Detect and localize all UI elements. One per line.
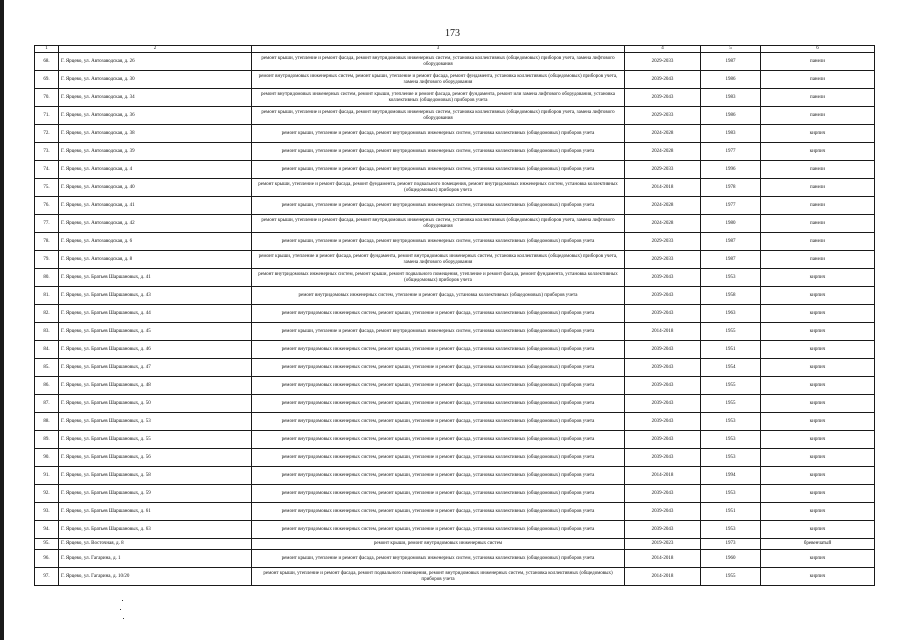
row-number: 93. [35,503,59,521]
works-cell: ремонт внутридомовых инженерных систем, ремонт крыши, утепление и ремонт фасада, установка коллективных (общедомовых) приборов учета [252,341,625,359]
wall-material-cell: кирпич [761,323,875,341]
year-built-cell: 1977 [701,143,761,161]
row-number: 81. [35,287,59,305]
address-cell: Г. Ярцево, ул. Братьев Шаршановых, д. 44 [59,305,252,323]
period-cell: 2039-2043 [625,377,701,395]
table-row [35,521,875,539]
period-cell: 2039-2043 [625,305,701,323]
wall-material-cell: панели [761,53,875,71]
year-built-cell: 1983 [701,125,761,143]
wall-material-cell: кирпич [761,395,875,413]
works-cell: ремонт внутридомовых инженерных систем, ремонт крыши, утепление и ремонт фасада, установка коллективных (общедомовых) приборов учета [252,467,625,485]
row-number: 75. [35,179,59,197]
column-number-4: 4 [625,46,701,53]
address-cell: Г. Ярцево, ул. Автозаводская, д. 26 [59,53,252,71]
address-cell: Г. Ярцево, ул. Братьев Шаршановых, д. 55 [59,431,252,449]
wall-material-cell: панели [761,251,875,269]
row-number: 94. [35,521,59,539]
table-row [35,233,875,251]
period-cell: 2019-2023 [625,539,701,550]
table-row [35,179,875,197]
table-row [35,467,875,485]
period-cell: 2014-2018 [625,179,701,197]
wall-material-cell: кирпич [761,413,875,431]
year-built-cell: 1994 [701,467,761,485]
table-row [35,161,875,179]
works-cell: ремонт крыши, утепление и ремонт фасада, ремонт фундамента, ремонт внутридомовых инженерных систем, установка коллективных (общедомовых) приборов учета, замена лифтового оборудования [252,251,625,269]
wall-material-cell: кирпич [761,305,875,323]
row-number: 70. [35,89,59,107]
year-built-cell: 1953 [701,521,761,539]
works-cell: ремонт внутридомовых инженерных систем, ремонт крыши, утепление и ремонт фасада, установка коллективных (общедомовых) приборов учета [252,485,625,503]
address-cell: Г. Ярцево, ул. Братьев Шаршановых, д. 43 [59,287,252,305]
works-cell: ремонт внутридомовых инженерных систем, ремонт крыши, утепление и ремонт фасада, установка коллективных (общедомовых) приборов учета [252,413,625,431]
wall-material-cell: кирпич [761,550,875,568]
works-cell: ремонт крыши, утепление и ремонт фасада, ремонт фундамента, ремонт подвального помещения, ремонт внутридомовых инженерных систем, установка коллективных (общедомовых) приборов учета [252,179,625,197]
period-cell: 2014-2018 [625,550,701,568]
address-cell: Г. Ярцево, ул. Восточная, д. 8 [59,539,252,550]
row-number: 85. [35,359,59,377]
row-number: 96. [35,550,59,568]
year-built-cell: 1953 [701,449,761,467]
period-cell: 2039-2043 [625,71,701,89]
row-number: 76. [35,197,59,215]
table-row [35,431,875,449]
wall-material-cell: кирпич [761,449,875,467]
year-built-cell: 1951 [701,341,761,359]
table-row [35,359,875,377]
period-cell: 2029-2033 [625,107,701,125]
table-row [35,568,875,586]
address-cell: Г. Ярцево, ул. Братьев Шаршановых, д. 58 [59,467,252,485]
period-cell: 2039-2043 [625,521,701,539]
column-number-5: 5 [701,46,761,53]
address-cell: Г. Ярцево, ул. Автозаводская, д. 8 [59,251,252,269]
row-number: 73. [35,143,59,161]
works-cell: ремонт крыши, утепление и ремонт фасада, ремонт внутридомовых инженерных систем, установка коллективных (общедомовых) приборов учета [252,143,625,161]
works-cell: ремонт крыши, утепление и ремонт фасада, ремонт подвального помещения, ремонт внутридомовых инженерных систем, установка коллективных (общедомовых) приборов учета [252,568,625,586]
column-number-1: 1 [35,46,59,53]
row-number: 97. [35,568,59,586]
address-cell: Г. Ярцево, ул. Автозаводская, д. 6 [59,233,252,251]
period-cell: 2039-2043 [625,287,701,305]
wall-material-cell: кирпич [761,341,875,359]
wall-material-cell: панели [761,71,875,89]
wall-material-cell: кирпич [761,503,875,521]
row-number: 83. [35,323,59,341]
table-row [35,53,875,71]
wall-material-cell: кирпич [761,125,875,143]
table-row [35,287,875,305]
wall-material-cell: кирпич [761,521,875,539]
works-cell: ремонт крыши, утепление и ремонт фасада, ремонт внутридомовых инженерных систем, установка коллективных (общедомовых) приборов учета [252,233,625,251]
works-cell: ремонт внутридомовых инженерных систем, ремонт крыши, утепление и ремонт фасада, установка коллективных (общедомовых) приборов учета [252,431,625,449]
works-cell: ремонт крыши, утепление и ремонт фасада, ремонт внутридомовых инженерных систем, установка коллективных (общедомовых) приборов учета [252,323,625,341]
table-row [35,341,875,359]
wall-material-cell: панели [761,179,875,197]
wall-material-cell: кирпич [761,359,875,377]
table-row [35,377,875,395]
works-cell: ремонт внутридомовых инженерных систем, ремонт крыши, утепление и ремонт фасада, установка коллективных (общедомовых) приборов учета [252,305,625,323]
address-cell: Г. Ярцево, ул. Братьев Шаршановых, д. 48 [59,377,252,395]
wall-material-cell: кирпич [761,143,875,161]
row-number: 71. [35,107,59,125]
column-number-row [35,46,875,53]
table-row [35,89,875,107]
column-number-2: 2 [59,46,252,53]
table-row [35,143,875,161]
address-cell: Г. Ярцево, ул. Братьев Шаршановых, д. 47 [59,359,252,377]
row-number: 72. [35,125,59,143]
table-row [35,323,875,341]
wall-material-cell: кирпич [761,485,875,503]
period-cell: 2024-2028 [625,125,701,143]
row-number: 74. [35,161,59,179]
wall-material-cell: панели [761,233,875,251]
period-cell: 2029-2033 [625,233,701,251]
period-cell: 2029-2033 [625,251,701,269]
period-cell: 2039-2043 [625,269,701,287]
period-cell: 2039-2043 [625,89,701,107]
period-cell: 2024-2028 [625,215,701,233]
year-built-cell: 1960 [701,550,761,568]
year-built-cell: 1978 [701,179,761,197]
wall-material-cell: панели [761,89,875,107]
scan-speck [122,600,123,601]
works-cell: ремонт крыши, утепление и ремонт фасада, ремонт внутридомовых инженерных систем, установка коллективных (общедомовых) приборов учета [252,125,625,143]
period-cell: 2024-2028 [625,197,701,215]
wall-material-cell: кирпич [761,568,875,586]
wall-material-cell: кирпич [761,269,875,287]
page-number: 173 [445,28,460,39]
period-cell: 2039-2043 [625,395,701,413]
works-cell: ремонт крыши, утепление и ремонт фасада, ремонт внутридомовых инженерных систем, установка коллективных (общедомовых) приборов учета [252,161,625,179]
address-cell: Г. Ярцево, ул. Братьев Шаршановых, д. 50 [59,395,252,413]
period-cell: 2039-2043 [625,431,701,449]
scan-edge [0,0,4,640]
wall-material-cell: бревенчатый [761,539,875,550]
works-cell: ремонт внутридомовых инженерных систем, ремонт крыши, утепление и ремонт фасада, ремонт фундамента, ремонт или замена лифтового оборудования, установка коллективных (общедомовых) приборов учета [252,89,625,107]
wall-material-cell: кирпич [761,431,875,449]
row-number: 95. [35,539,59,550]
works-cell: ремонт крыши, утепление и ремонт фасада, ремонт внутридомовых инженерных систем, установка коллективных (общедомовых) приборов учета, замена лифтового оборудования [252,215,625,233]
address-cell: Г. Ярцево, ул. Автозаводская, д. 30 [59,71,252,89]
year-built-cell: 1955 [701,377,761,395]
address-cell: Г. Ярцево, ул. Братьев Шаршановых, д. 61 [59,503,252,521]
wall-material-cell: панели [761,215,875,233]
row-number: 78. [35,233,59,251]
row-number: 89. [35,431,59,449]
table-row [35,197,875,215]
works-cell: ремонт внутридомовых инженерных систем, ремонт крыши, ремонт подвального помещения, утепление и ремонт фасада, ремонт фундамента, установка коллективных (общедомовых) приборов учета [252,269,625,287]
scan-speck [123,618,124,619]
year-built-cell: 1953 [701,431,761,449]
table-row [35,395,875,413]
works-cell: ремонт крыши, утепление и ремонт фасада, ремонт внутридомовых инженерных систем, установка коллективных (общедомовых) приборов учета [252,550,625,568]
works-cell: ремонт внутридомовых инженерных систем, ремонт крыши, утепление и ремонт фасада, ремонт фундамента, установка коллективных (общедомовых) приборов учета, замена лифтового оборудования [252,71,625,89]
row-number: 82. [35,305,59,323]
period-cell: 2014-2018 [625,467,701,485]
row-number: 88. [35,413,59,431]
row-number: 86. [35,377,59,395]
year-built-cell: 1987 [701,53,761,71]
register-table-body [35,46,875,586]
column-number-6: 6 [761,46,875,53]
works-cell: ремонт крыши, утепление и ремонт фасада, ремонт внутридомовых инженерных систем, установка коллективных (общедомовых) приборов учета, замена лифтового оборудования [252,53,625,71]
column-number-3: 3 [252,46,625,53]
year-built-cell: 1953 [701,485,761,503]
works-cell: ремонт внутридомовых инженерных систем, ремонт крыши, утепление и ремонт фасада, установка коллективных (общедомовых) приборов учета [252,503,625,521]
table-row [35,251,875,269]
wall-material-cell: кирпич [761,377,875,395]
address-cell: Г. Ярцево, ул. Автозаводская, д. 4 [59,161,252,179]
table-row [35,413,875,431]
table-row [35,550,875,568]
year-built-cell: 1996 [701,161,761,179]
period-cell: 2039-2043 [625,449,701,467]
year-built-cell: 1954 [701,359,761,377]
works-cell: ремонт крыши, ремонт внутридомовых инженерных систем [252,539,625,550]
row-number: 84. [35,341,59,359]
table-row [35,449,875,467]
period-cell: 2014-2018 [625,568,701,586]
address-cell: Г. Ярцево, ул. Автозаводская, д. 39 [59,143,252,161]
table-row [35,305,875,323]
year-built-cell: 1955 [701,568,761,586]
works-cell: ремонт внутридомовых инженерных систем, утепление и ремонт фасада, установка коллективных (общедомовых) приборов учета [252,287,625,305]
row-number: 90. [35,449,59,467]
address-cell: Г. Ярцево, ул. Братьев Шаршановых, д. 63 [59,521,252,539]
period-cell: 2029-2033 [625,53,701,71]
table-row [35,269,875,287]
year-built-cell: 1953 [701,413,761,431]
row-number: 77. [35,215,59,233]
period-cell: 2029-2033 [625,161,701,179]
row-number: 79. [35,251,59,269]
address-cell: Г. Ярцево, ул. Автозаводская, д. 38 [59,125,252,143]
period-cell: 2039-2043 [625,485,701,503]
table-row [35,215,875,233]
table-row [35,485,875,503]
address-cell: Г. Ярцево, ул. Братьев Шаршановых, д. 53 [59,413,252,431]
row-number: 68. [35,53,59,71]
row-number: 69. [35,71,59,89]
address-cell: Г. Ярцево, ул. Гагарина, д. 10/20 [59,568,252,586]
year-built-cell: 1986 [701,71,761,89]
year-built-cell: 1951 [701,503,761,521]
wall-material-cell: кирпич [761,467,875,485]
wall-material-cell: кирпич [761,287,875,305]
works-cell: ремонт крыши, утепление и ремонт фасада, ремонт внутридомовых инженерных систем, установка коллективных (общедомовых) приборов учета [252,197,625,215]
address-cell: Г. Ярцево, ул. Автозаводская, д. 36 [59,107,252,125]
year-built-cell: 1983 [701,89,761,107]
year-built-cell: 1986 [701,107,761,125]
year-built-cell: 1955 [701,395,761,413]
year-built-cell: 1953 [701,269,761,287]
scan-speck [120,609,121,610]
address-cell: Г. Ярцево, ул. Гагарина, д. 1 [59,550,252,568]
address-cell: Г. Ярцево, ул. Братьев Шаршановых, д. 59 [59,485,252,503]
period-cell: 2039-2043 [625,341,701,359]
period-cell: 2039-2043 [625,359,701,377]
works-cell: ремонт внутридомовых инженерных систем, ремонт крыши, утепление и ремонт фасада, установка коллективных (общедомовых) приборов учета [252,521,625,539]
period-cell: 2039-2043 [625,503,701,521]
register-table [34,45,875,586]
year-built-cell: 1963 [701,305,761,323]
table-row [35,125,875,143]
period-cell: 2014-2018 [625,323,701,341]
year-built-cell: 1958 [701,287,761,305]
address-cell: Г. Ярцево, ул. Автозаводская, д. 40 [59,179,252,197]
address-cell: Г. Ярцево, ул. Автозаводская, д. 41 [59,197,252,215]
year-built-cell: 1980 [701,215,761,233]
row-number: 80. [35,269,59,287]
address-cell: Г. Ярцево, ул. Братьев Шаршановых, д. 56 [59,449,252,467]
address-cell: Г. Ярцево, ул. Братьев Шаршановых, д. 41 [59,269,252,287]
year-built-cell: 1987 [701,251,761,269]
address-cell: Г. Ярцево, ул. Братьев Шаршановых, д. 46 [59,341,252,359]
year-built-cell: 1987 [701,233,761,251]
year-built-cell: 1977 [701,197,761,215]
row-number: 92. [35,485,59,503]
table-row [35,539,875,550]
table-row [35,71,875,89]
wall-material-cell: панели [761,197,875,215]
row-number: 91. [35,467,59,485]
address-cell: Г. Ярцево, ул. Автозаводская, д. 42 [59,215,252,233]
works-cell: ремонт крыши, утепление и ремонт фасада, ремонт внутридомовых инженерных систем, установка коллективных (общедомовых) приборов учета, замена лифтового оборудования [252,107,625,125]
table-row [35,107,875,125]
period-cell: 2024-2028 [625,143,701,161]
works-cell: ремонт внутридомовых инженерных систем, ремонт крыши, утепление и ремонт фасада, установка коллективных (общедомовых) приборов учета [252,359,625,377]
works-cell: ремонт внутридомовых инженерных систем, ремонт крыши, утепление и ремонт фасада, установка коллективных (общедомовых) приборов учета [252,449,625,467]
period-cell: 2039-2043 [625,413,701,431]
table-row [35,503,875,521]
wall-material-cell: панели [761,161,875,179]
works-cell: ремонт внутридомовых инженерных систем, ремонт крыши, утепление и ремонт фасада, установка коллективных (общедомовых) приборов учета [252,395,625,413]
address-cell: Г. Ярцево, ул. Братьев Шаршановых, д. 45 [59,323,252,341]
year-built-cell: 1973 [701,539,761,550]
wall-material-cell: панели [761,107,875,125]
works-cell: ремонт внутридомовых инженерных систем, ремонт крыши, утепление и ремонт фасада, установка коллективных (общедомовых) приборов учета [252,377,625,395]
address-cell: Г. Ярцево, ул. Автозаводская, д. 34 [59,89,252,107]
row-number: 87. [35,395,59,413]
year-built-cell: 1955 [701,323,761,341]
